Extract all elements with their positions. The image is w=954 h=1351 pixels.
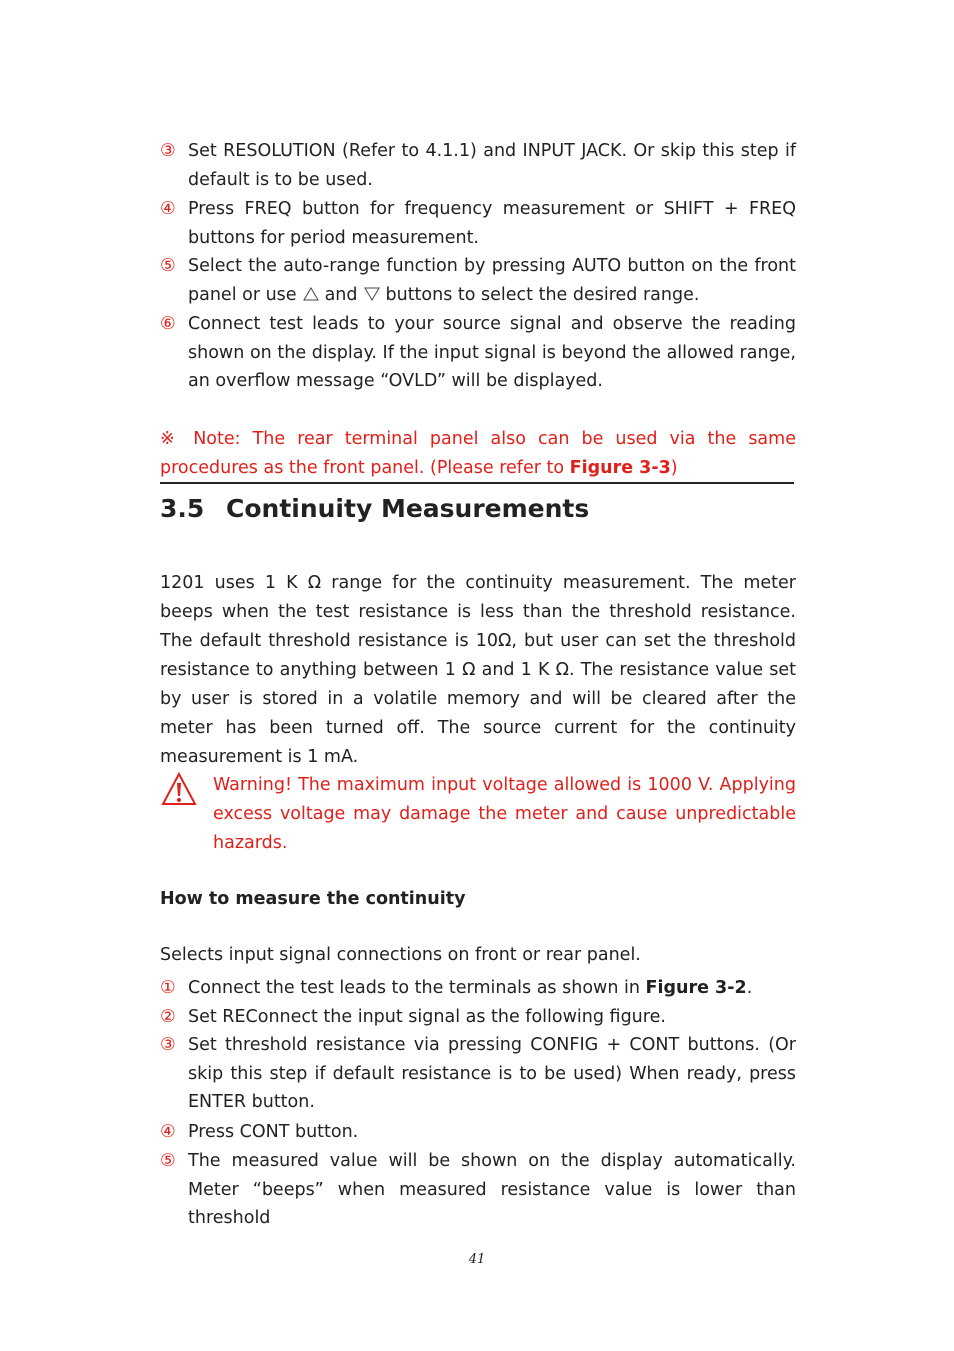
step-number: ④ bbox=[160, 199, 176, 219]
step-text: Set REConnect the input signal as the following figure. bbox=[188, 1007, 666, 1027]
intro-text: Selects input signal connections on front or rear panel. bbox=[160, 945, 641, 965]
section-heading bbox=[160, 494, 589, 523]
figure-ref: Figure 3-2 bbox=[645, 978, 747, 998]
step-text bbox=[188, 252, 796, 309]
step-text-end: . bbox=[746, 978, 753, 998]
step-item bbox=[160, 195, 796, 252]
step-text-part: Select the auto-range function by pressing AUTO button on the front panel or use bbox=[188, 256, 796, 305]
step-text: Press CONT button. bbox=[188, 1122, 359, 1142]
step-item bbox=[160, 137, 796, 194]
step-item bbox=[160, 1147, 796, 1233]
section-title: Continuity Measurements bbox=[226, 494, 590, 523]
step-number: ⑥ bbox=[160, 314, 176, 334]
step-item bbox=[160, 974, 796, 1003]
note-close: ) bbox=[670, 458, 678, 478]
step-text-part: and bbox=[324, 284, 358, 305]
body-paragraph: 1201 uses 1 K Ω range for the continuity measurement. The meter beeps when the test resistance is less than the threshold resistance. The default threshold resistance is 10Ω, but user can set the threshold resistance to anything between 1 Ω and 1 K Ω. The resistance value set by user is stored in a volatile memory and will be cleared after the meter has been turned off. The source current for the continuity measurement is 1 mA. bbox=[160, 573, 796, 767]
step-text: Press FREQ button for frequency measurement or SHIFT + FREQ buttons for period measurement. bbox=[188, 199, 796, 248]
step-item bbox=[160, 1031, 796, 1117]
warning-text: Warning! The maximum input voltage allowed is 1000 V. Applying excess voltage may damage the meter and cause unpredictable hazards. bbox=[213, 775, 796, 853]
step-number: ③ bbox=[160, 141, 176, 161]
note-figure-ref: Figure 3-3 bbox=[569, 458, 671, 478]
section-number: 3.5 bbox=[160, 494, 205, 523]
section-divider bbox=[160, 482, 794, 484]
step-number: ② bbox=[160, 1007, 176, 1027]
step-item bbox=[160, 1003, 796, 1032]
step-text: Connect test leads to your source signal and observe the reading shown on the display. If the input signal is beyond the allowed range, an overflow message “OVLD” will be displayed. bbox=[188, 314, 796, 391]
up-triangle-icon bbox=[303, 287, 319, 301]
note-symbol: ※ bbox=[160, 429, 182, 449]
note-text: Note: The rear terminal panel also can be used via the same procedures as the front panel. (Please refer to bbox=[160, 429, 796, 478]
step-text: Set RESOLUTION (Refer to 4.1.1) and INPUT JACK. Or skip this step if default is to be used. bbox=[188, 141, 796, 190]
step-text-part: Connect the test leads to the terminals as shown in bbox=[188, 978, 640, 998]
step-number: ③ bbox=[160, 1035, 176, 1055]
step-number: ⑤ bbox=[160, 256, 176, 276]
step-text: Set threshold resistance via pressing CONFIG + CONT buttons. (Or skip this step if default resistance is to be used) When ready, press ENTER button. bbox=[188, 1035, 796, 1112]
subheading: How to measure the continuity bbox=[160, 889, 466, 909]
step-text-part: buttons to select the desired range. bbox=[385, 284, 700, 305]
down-triangle-icon bbox=[364, 287, 380, 301]
step-number: ④ bbox=[160, 1122, 176, 1142]
step-text bbox=[188, 974, 796, 1003]
step-number: ⑤ bbox=[160, 1151, 176, 1171]
step-text: The measured value will be shown on the display automatically. Meter “beeps” when measured resistance value is lower than threshold bbox=[188, 1151, 796, 1228]
note bbox=[160, 425, 796, 483]
step-item bbox=[160, 1118, 796, 1147]
step-number: ① bbox=[160, 978, 176, 998]
warning-icon bbox=[161, 772, 197, 806]
step-item bbox=[160, 252, 796, 309]
page-number: 41 bbox=[468, 1252, 486, 1267]
step-item bbox=[160, 310, 796, 396]
